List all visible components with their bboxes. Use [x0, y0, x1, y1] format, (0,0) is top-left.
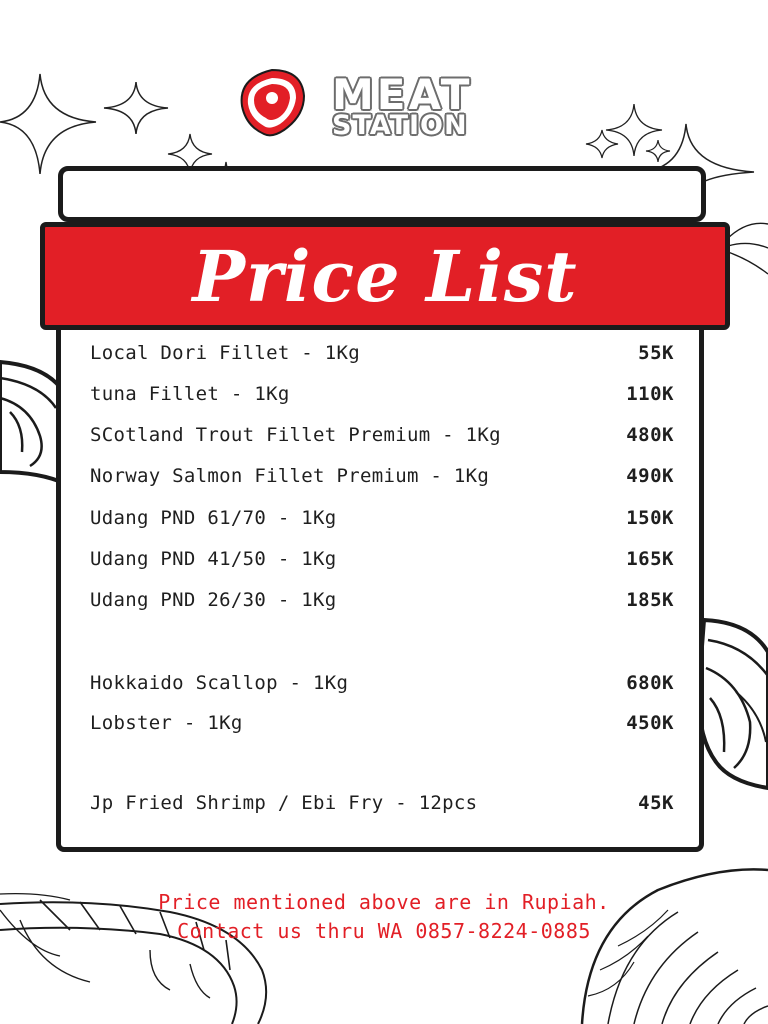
item-name: SCotland Trout Fillet Premium - 1Kg — [90, 424, 501, 446]
list-item — [90, 672, 674, 702]
item-name: tuna Fillet - 1Kg — [90, 383, 290, 405]
item-name: Local Dori Fillet - 1Kg — [90, 342, 360, 364]
list-item — [90, 712, 674, 742]
item-price: 55K — [638, 342, 674, 364]
list-item — [90, 792, 674, 822]
currency-note: Price mentioned above are in Rupiah. — [158, 890, 610, 914]
item-name: Hokkaido Scallop - 1Kg — [90, 672, 349, 694]
item-price: 490K — [626, 465, 674, 487]
item-price: 165K — [626, 548, 674, 570]
item-name: Lobster - 1Kg — [90, 712, 243, 734]
item-price: 450K — [626, 712, 674, 734]
item-name: Udang PND 26/30 - 1Kg — [90, 589, 337, 611]
steak-icon — [236, 66, 308, 138]
brand-name-line2: STATION — [332, 110, 468, 141]
list-item — [90, 465, 674, 495]
item-name: Jp Fried Shrimp / Ebi Fry - 12pcs — [90, 792, 478, 814]
card-top-tab — [58, 166, 706, 222]
brand-name — [332, 70, 532, 141]
contact-note: Contact us thru WA 0857-8224-0885 — [177, 919, 591, 943]
item-price: 150K — [626, 507, 674, 529]
item-price: 680K — [626, 672, 674, 694]
item-name: Udang PND 41/50 - 1Kg — [90, 548, 337, 570]
item-name: Norway Salmon Fillet Premium - 1Kg — [90, 465, 490, 487]
item-price: 45K — [638, 792, 674, 814]
page-title: Price List — [192, 235, 578, 318]
brand-name-line1: MEAT — [332, 70, 473, 119]
brand-logo — [236, 66, 536, 141]
list-item — [90, 383, 674, 413]
item-price: 110K — [626, 383, 674, 405]
title-banner — [40, 222, 730, 330]
list-item — [90, 342, 674, 372]
list-item — [90, 424, 674, 454]
item-price: 480K — [626, 424, 674, 446]
list-item — [90, 589, 674, 619]
list-item — [90, 507, 674, 537]
item-name: Udang PND 61/70 - 1Kg — [90, 507, 337, 529]
list-item — [90, 548, 674, 578]
item-price: 185K — [626, 589, 674, 611]
footer-note — [0, 888, 768, 946]
